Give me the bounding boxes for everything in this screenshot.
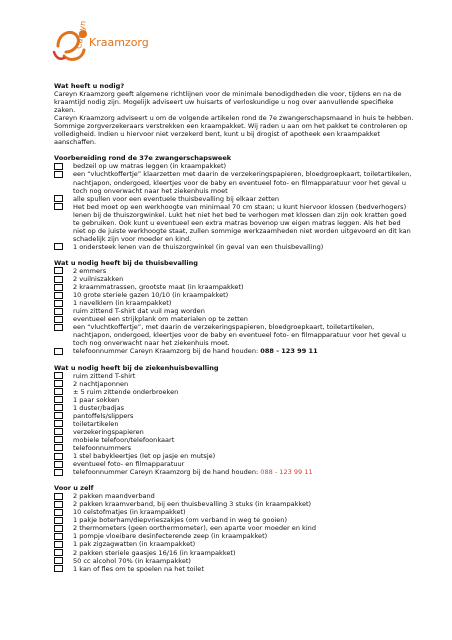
checklist-item[interactable] xyxy=(54,291,414,299)
checklist-item-label: 2 pakken kraamverband, bij een thuisbevalling 3 stuks (in kraampakket) xyxy=(73,500,312,509)
checklist-item[interactable] xyxy=(54,299,414,307)
checklist-item-label: 1 kan of fles om te spoelen na het toilet xyxy=(73,564,204,573)
checklist-item-label: 1 pakje boterham/diepvrieszakjes (om verband in weg te gooien) xyxy=(73,516,287,525)
brand-name: Kraamzorg xyxy=(89,36,149,49)
careyn-logo xyxy=(52,22,182,72)
checkbox[interactable] xyxy=(54,284,63,291)
phone-number: 088 - 123 99 11 xyxy=(260,347,318,356)
phone-number: 088 - 123 99 11 xyxy=(260,468,313,477)
checklist-item[interactable] xyxy=(54,532,414,540)
checklist-item-label: verzekeringspapieren xyxy=(73,427,144,436)
checklist-item-label: 50 cc alcohol 70% (in kraampakket) xyxy=(73,556,191,565)
checklist-item[interactable] xyxy=(54,372,414,380)
section-heading-home-birth: Wat u nodig heeft bij de thuisbevalling xyxy=(54,258,198,267)
checkbox[interactable] xyxy=(54,533,63,540)
checklist-item[interactable] xyxy=(54,500,414,508)
checklist-item[interactable] xyxy=(54,516,414,524)
checkbox[interactable] xyxy=(54,469,63,476)
checkbox[interactable] xyxy=(54,267,63,274)
checklist-item[interactable] xyxy=(54,170,414,194)
checklist-item[interactable] xyxy=(54,524,414,532)
checkbox[interactable] xyxy=(54,388,63,395)
checklist-item-label: eventueel een strijkplank om materialen op te zetten xyxy=(73,315,248,324)
checklist-item[interactable] xyxy=(54,195,414,203)
checkbox[interactable] xyxy=(54,525,63,532)
checkbox[interactable] xyxy=(54,453,63,460)
checkbox[interactable] xyxy=(54,444,63,451)
checkbox[interactable] xyxy=(54,195,63,202)
checklist-item-label: bedzeil op uw matras leggen (in kraampakket) xyxy=(73,162,227,171)
checklist-item-label: een “vluchtkoffertje” klaarzetten met daarin de verzekeringspapieren, bloedgroepkaart, toiletartikelen, nachtjapon, ondergoed, kleertjes voor de baby en eventueel foto- en filmapparatuur voor het geval u toch nog onverwacht naar het ziekenhuis moet xyxy=(73,170,412,195)
checklist-item-label: toiletartikelen xyxy=(73,419,119,428)
checklist-item-label: ± 5 ruim zittende onderbroeken xyxy=(73,387,179,396)
checklist-item[interactable] xyxy=(54,203,414,243)
checklist-item[interactable] xyxy=(54,508,414,516)
checkbox[interactable] xyxy=(54,372,63,379)
checkbox[interactable] xyxy=(54,412,63,419)
checklist-item[interactable] xyxy=(54,540,414,548)
checklist-item[interactable] xyxy=(54,347,414,355)
checklist-item-label: ruim zittend T-shirt dat vuil mag worden xyxy=(73,307,205,316)
checklist-item-label: een “vluchtkoffertje”, met daarin de verzekeringspapieren, bloedgroepkaart, toiletartikelen, nachtjapon, ondergoed, kleertjes voor de baby en eventueel foto- en filmapparatuur voor het geval u toch nog onverwacht naar het ziekenhuis moet. xyxy=(73,323,406,348)
checklist-item[interactable] xyxy=(54,452,414,460)
checklist-item[interactable] xyxy=(54,444,414,452)
checkbox[interactable] xyxy=(54,565,63,572)
checklist-item-label: 2 pakken maandverband xyxy=(73,492,155,501)
section-heading-preparation: Voorbereiding rond de 37e zwangerschapsweek xyxy=(54,154,232,163)
checklist-item[interactable] xyxy=(54,460,414,468)
checkbox[interactable] xyxy=(54,316,63,323)
checkbox[interactable] xyxy=(54,203,63,210)
document-body xyxy=(54,82,414,573)
checkbox[interactable] xyxy=(54,501,63,508)
checkbox[interactable] xyxy=(54,276,63,283)
checklist-item[interactable] xyxy=(54,275,414,283)
checklist-item[interactable] xyxy=(54,267,414,275)
checklist-item-label: eventueel foto- en filmapparatuur xyxy=(73,460,185,469)
checkbox[interactable] xyxy=(54,292,63,299)
checkbox[interactable] xyxy=(54,461,63,468)
checklist-item[interactable] xyxy=(54,307,414,315)
logo-wordmark: Careyn xyxy=(74,20,88,50)
checklist-item[interactable] xyxy=(54,468,414,476)
section-heading-hospital-birth: Wat u nodig heeft bij de ziekenhuisbevalling xyxy=(54,363,219,372)
checklist-item-label: telefoonnummers xyxy=(73,443,132,452)
checklist-item[interactable] xyxy=(54,557,414,565)
checkbox[interactable] xyxy=(54,396,63,403)
checklist-item[interactable] xyxy=(54,388,414,396)
checklist-item-label: ruim zittend T-shirt xyxy=(73,371,136,380)
checkbox[interactable] xyxy=(54,557,63,564)
checklist-item-label: telefoonnummer Careyn Kraamzorg bij de hand houden: xyxy=(73,347,261,356)
checklist-item-label: alle spullen voor een eventuele thuisbevalling bij elkaar zetten xyxy=(73,194,280,203)
checklist-item-label: pantoffels/slippers xyxy=(73,411,134,420)
checklist-item-label: 1 duster/badjas xyxy=(73,403,125,412)
checklist-item-label: 1 ondersteek lenen van de thuiszorgwinkel (in geval van een thuisbevalling) xyxy=(73,242,324,251)
checkbox[interactable] xyxy=(54,404,63,411)
checklist-item-label: mobiele telefoon/telefoonkaart xyxy=(73,435,175,444)
checklist-item[interactable] xyxy=(54,549,414,557)
checklist-item-label: 2 pakken steriele gaasjes 16/16 (in kraampakket) xyxy=(73,548,236,557)
checklist-item[interactable] xyxy=(54,283,414,291)
checkbox[interactable] xyxy=(54,428,63,435)
checklist-item-label: 1 navelklem (in kraampakket) xyxy=(73,299,172,308)
checkbox[interactable] xyxy=(54,300,63,307)
checkbox[interactable] xyxy=(54,324,63,331)
checklist-item-label: 10 grote steriele gazen 10/10 (in kraampakket) xyxy=(73,291,229,300)
checklist-item-label: telefoonnummer Careyn Kraamzorg bij de hand houden: xyxy=(73,468,261,477)
intro-paragraph-1: Careyn Kraamzorg geeft algemene richtlijnen voor de minimale benodigdheden die voor, tijdens en na de kraamtijd nodig zijn. Mogelijk adviseert uw huisarts of verloskundige u nog over aanvullende specifieke zaken. xyxy=(54,90,402,115)
intro-heading: Wat heeft u nodig? xyxy=(54,82,125,90)
checkbox[interactable] xyxy=(54,420,63,427)
checklist-item-label: 10 celstofmatjes (in kraampakket) xyxy=(73,508,186,517)
checklist-item-label: 1 pak zigzagwatten (in kraampakket) xyxy=(73,540,196,549)
checklist-item[interactable] xyxy=(54,396,414,404)
checklist-item[interactable] xyxy=(54,492,414,500)
checklist-item[interactable] xyxy=(54,420,414,428)
checklist-item[interactable] xyxy=(54,404,414,412)
checklist-item-label: 1 stel babykleertjes (let op jasje en mutsje) xyxy=(73,452,216,461)
checkbox[interactable] xyxy=(54,308,63,315)
checkbox[interactable] xyxy=(54,517,63,524)
checkbox[interactable] xyxy=(54,541,63,548)
checkbox[interactable] xyxy=(54,509,63,516)
checklist-item-label: 2 vuilniszakken xyxy=(73,275,124,284)
checklist-item-label: 2 thermometers (geen oorthermometer), een aparte voor moeder en kind xyxy=(73,524,316,533)
checkbox[interactable] xyxy=(54,493,63,500)
checkbox[interactable] xyxy=(54,171,63,178)
section-heading-for-yourself: Voor u zelf xyxy=(54,484,94,493)
checklist-item-label: 2 emmers xyxy=(73,266,107,275)
checklist-item[interactable] xyxy=(54,243,414,251)
checkbox[interactable] xyxy=(54,549,63,556)
checklist-item[interactable] xyxy=(54,380,414,388)
checklist-item-label: 2 nachtjaponnen xyxy=(73,379,129,388)
checklist-item[interactable] xyxy=(54,428,414,436)
intro-paragraph-2: Careyn Kraamzorg adviseert u om de volgende artikelen rond de 7e zwangerschapsmaand in huis te hebben. Sommige zorgverzekeraars verstrekken een kraampakket. Wij raden u aan om het pakket te controleren op volledigheid. Indien u hiervoor niet verzekerd bent, kunt u bij drogist of apotheek een kraampakket aanschaffen. xyxy=(54,114,414,147)
checklist-item[interactable] xyxy=(54,162,414,170)
checkbox[interactable] xyxy=(54,243,63,250)
checklist-item-label: 1 pompje vloeibare desinfecterende zeep (in kraampakket) xyxy=(73,532,268,541)
checklist-item[interactable] xyxy=(54,565,414,573)
checklist-item[interactable] xyxy=(54,323,414,347)
checklist-item[interactable] xyxy=(54,412,414,420)
checkbox[interactable] xyxy=(54,348,63,355)
checklist-item-label: Het bed moet op een werkhoogte van minimaal 70 cm staan; u kunt hiervoor klossen (bedverhogers) lenen bij de thuiszorgwinkel. Lukt het niet het bed te verhogen met klossen dan zijn ook kratten goed te gebruiken. Ook kunt u eventueel een extra matras bovenop uw eigen matras leggen. Als het bed niet op de juiste werkhoogte staat, zullen sommige werkzaamheden niet worden uitgevoerd en dit kan schadelijk zijn voor moeder en kind. xyxy=(73,202,411,243)
checkbox[interactable] xyxy=(54,436,63,443)
checkbox[interactable] xyxy=(54,380,63,387)
checkbox[interactable] xyxy=(54,163,63,170)
checklist-item-label: 2 kraammatrassen, grootste maat (in kraampakket) xyxy=(73,283,244,292)
checklist-item-label: 1 paar sokken xyxy=(73,395,120,404)
checklist-item[interactable] xyxy=(54,315,414,323)
checklist-item[interactable] xyxy=(54,436,414,444)
